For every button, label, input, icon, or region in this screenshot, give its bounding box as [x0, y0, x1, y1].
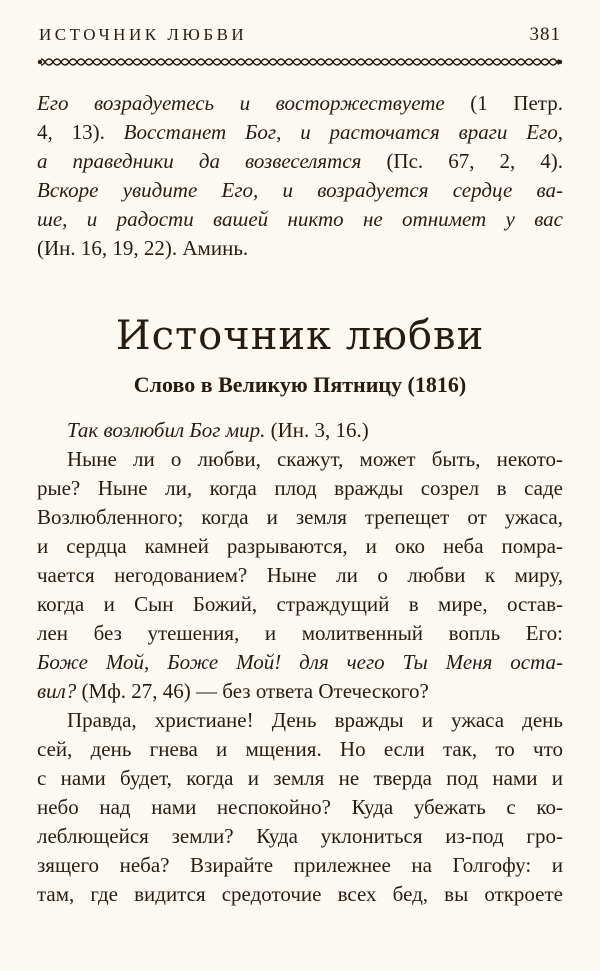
text-line — [37, 532, 563, 561]
scripture-quote-segment: вил? — [37, 679, 82, 703]
text-segment: когда и Сын Божий, страждущий в мире, остав- — [37, 592, 563, 616]
text-line — [37, 648, 563, 677]
text-segment: леблющейся земли? Куда уклониться из-под гро- — [37, 824, 563, 848]
scripture-quote-segment: Боже Мой, Боже Мой! для чего Ты Меня оста- — [37, 650, 563, 674]
scripture-quote-segment: а праведники да возвеселятся — [37, 149, 387, 173]
text-line — [37, 880, 563, 909]
text-line — [37, 793, 563, 822]
text-segment: (Пс. 67, 2, 4). — [386, 149, 563, 173]
text-segment: там, где видится средоточие всех бед, вы откроете — [37, 882, 563, 906]
sermon-paragraphs — [37, 416, 563, 909]
text-segment: небо над нами неспокойно? Куда убежать с ко- — [37, 795, 563, 819]
page-body — [37, 89, 563, 909]
scripture-quote-segment: Так возлюбил Бог мир. — [67, 418, 271, 442]
scripture-quote-segment: Вскоре увидите Его, и возрадуется сердце ва- — [37, 178, 563, 202]
scripture-quote-segment: Его возрадуетесь и восторжествуете — [37, 91, 471, 115]
page-header — [37, 24, 563, 46]
text-line — [37, 445, 563, 474]
text-segment: лен без утешения, и молитвенный вопль Его: — [37, 621, 563, 645]
text-line — [37, 764, 563, 793]
text-line — [37, 176, 563, 205]
running-title: ИСТОЧНИК ЛЮБВИ — [39, 25, 248, 44]
page-number: 381 — [529, 24, 561, 45]
text-segment: (1 Петр. — [470, 91, 563, 115]
scripture-quote-segment: Восстанет Бог, и расточатся враги Его, — [123, 120, 563, 144]
text-line — [37, 735, 563, 764]
text-segment: 4, 13). — [37, 120, 124, 144]
text-segment: сей, день гнева и мщения. Но если так, то что — [37, 737, 563, 761]
text-line — [37, 474, 563, 503]
text-segment: рые? Ныне ли, когда плод вражды созрел в саде — [37, 476, 563, 500]
text-segment: с нами будет, когда и земля не тверда под нами и — [37, 766, 563, 790]
text-line — [37, 89, 563, 118]
text-line — [37, 503, 563, 532]
text-line — [37, 677, 563, 706]
text-segment: (Ин. 3, 16.) — [270, 418, 369, 442]
text-segment: и сердца камней разрываются, и око неба помра- — [37, 534, 563, 558]
text-line — [37, 416, 563, 445]
rope-ornament-icon — [37, 55, 563, 69]
text-line — [37, 118, 563, 147]
text-line — [37, 706, 563, 735]
section-title: Источник любви — [115, 313, 485, 359]
text-line — [37, 822, 563, 851]
text-line — [37, 619, 563, 648]
text-segment: (Мф. 27, 46) — без ответа Отеческого? — [81, 679, 429, 703]
text-segment: Ныне ли о любви, скажут, может быть, некото- — [67, 447, 563, 471]
text-segment: (Ин. 16, 19, 22). Аминь. — [37, 236, 249, 260]
text-segment: зящего неба? Взирайте прилежнее на Голгофу: и — [37, 853, 563, 877]
text-line — [37, 234, 563, 263]
text-line — [37, 205, 563, 234]
section-subtitle: Слово в Великую Пятницу (1816) — [133, 372, 467, 397]
text-line — [37, 590, 563, 619]
text-segment: чается негодованием? Ныне ли о любви к миру, — [37, 563, 563, 587]
text-line — [37, 851, 563, 880]
text-line — [37, 147, 563, 176]
intro-paragraph — [37, 89, 563, 263]
text-segment: Возлюбленного; когда и земля трепещет от ужаса, — [37, 505, 563, 529]
text-line — [37, 561, 563, 590]
scripture-quote-segment: ше, и радости вашей никто не отнимет у вас — [37, 207, 563, 231]
text-segment: Правда, христиане! День вражды и ужаса день — [67, 708, 563, 732]
ornament-divider — [37, 55, 563, 69]
